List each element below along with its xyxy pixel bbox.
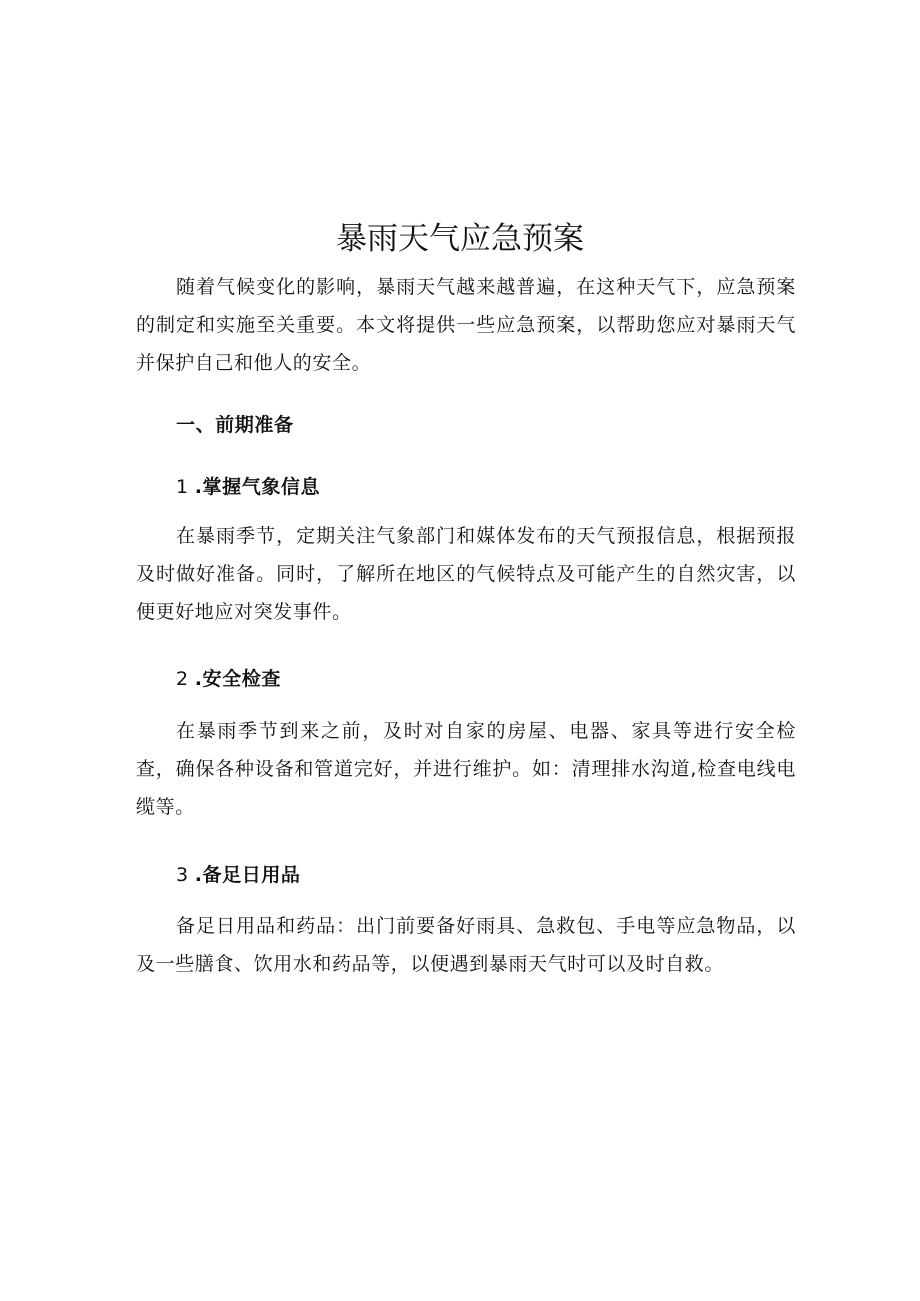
document-title: 暴雨天气应急预案 — [336, 221, 584, 257]
subsection-title: .备足日用品 — [194, 864, 301, 886]
section-heading-preparation: 一、前期准备 — [176, 414, 294, 436]
subsection-heading-supplies — [176, 860, 301, 890]
subsection-title: .掌握气象信息 — [194, 476, 321, 498]
paragraph-weather-info: 在暴雨季节，定期关注气象部门和媒体发布的天气预报信息，根据预报及时做好准备。同时，了解所在地区的气候特点及可能产生的自然灾害，以便更好地应对突发事件。 — [136, 525, 796, 623]
subsection-title: .安全检查 — [194, 668, 281, 690]
intro-paragraph: 随着气候变化的影响，暴雨天气越来越普遍，在这种天气下，应急预案的制定和实施至关重要。本文将提供一些应急预案，以帮助您应对暴雨天气并保护自己和他人的安全。 — [136, 276, 796, 374]
paragraph-supplies: 备足日用品和药品：出门前要备好雨具、急救包、手电等应急物品，以及一些膳食、饮用水和药品等，以便遇到暴雨天气时可以及时自救。 — [136, 915, 796, 975]
paragraph-safety-check: 在暴雨季节到来之前，及时对自家的房屋、电器、家具等进行安全检查，确保各种设备和管道完好，并进行维护。如：清理排水沟道,检查电线电缆等。 — [136, 720, 796, 818]
subsection-number: 2 — [176, 668, 189, 690]
subsection-number: 1 — [176, 476, 189, 498]
subsection-heading-safety-check — [176, 664, 281, 694]
subsection-heading-weather-info — [176, 472, 320, 502]
subsection-number: 3 — [176, 864, 189, 886]
